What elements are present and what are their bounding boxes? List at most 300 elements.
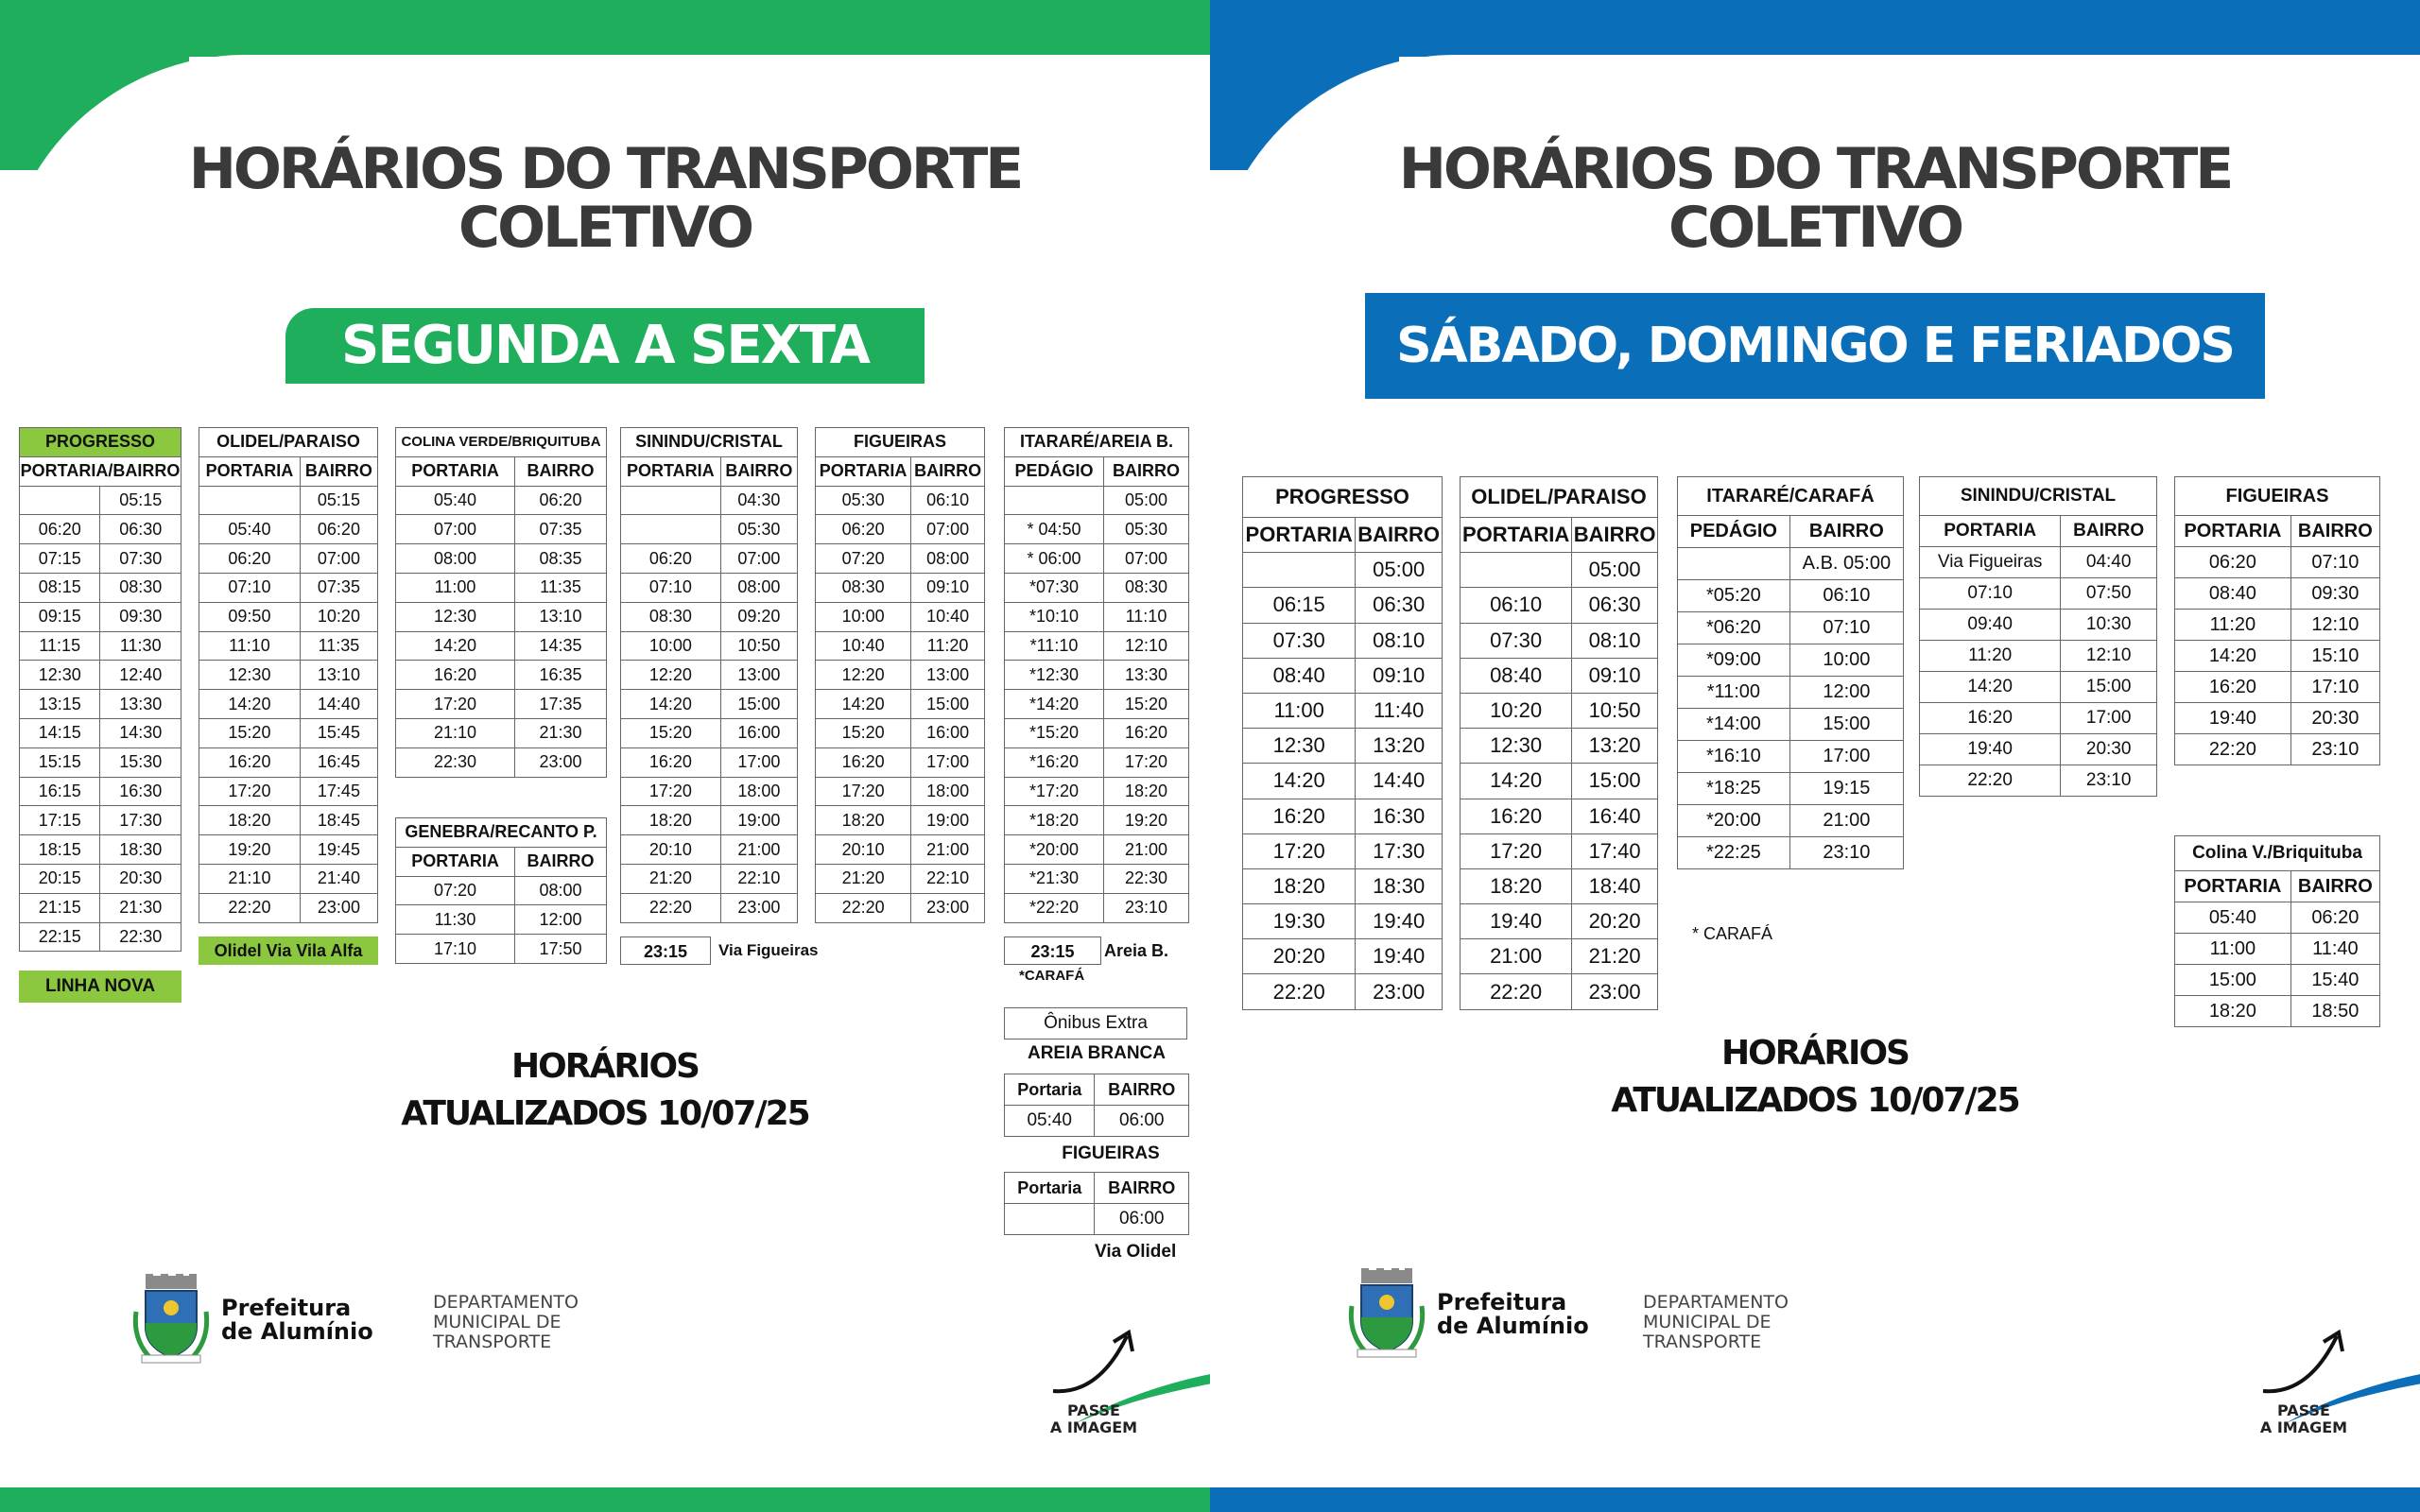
table-row [396, 876, 607, 905]
departure-time-cell: *14:00 [1678, 709, 1790, 741]
table-row [1920, 703, 2157, 734]
swipe-line-1: PASSE [1067, 1401, 1120, 1419]
arrival-time-cell: 07:00 [300, 544, 377, 574]
genebra-title: GENEBRA/RECANTO P. [396, 818, 607, 848]
table-row [2175, 610, 2380, 641]
extra-areia-portaria: 05:40 [1005, 1106, 1095, 1137]
arrival-time-cell: 23:10 [2290, 734, 2379, 765]
itarare-table [1677, 476, 1904, 869]
departure-time-cell: 16:20 [816, 747, 911, 777]
departure-time-cell: 17:15 [20, 806, 100, 835]
departure-time-cell: 18:20 [2175, 996, 2291, 1027]
arrival-time-cell: 13:20 [1356, 729, 1443, 764]
departure-time-cell: 20:10 [816, 835, 911, 865]
figueiras-col-portaria: PORTARIA [2175, 516, 2291, 547]
table-row [2175, 703, 2380, 734]
olidel-col-bairro: BAIRRO [1572, 518, 1658, 553]
departure-time-cell: 22:20 [199, 893, 301, 922]
arrival-time-cell: 14:40 [1356, 764, 1443, 799]
colina-col-portaria: PORTARIA [396, 456, 515, 486]
departure-time-cell: 16:20 [199, 747, 301, 777]
departure-time-cell: 15:20 [816, 718, 911, 747]
arrival-time-cell: 18:40 [1572, 868, 1658, 903]
departure-time-cell: *11:10 [1005, 631, 1104, 661]
arrival-time-cell: 21:20 [1572, 939, 1658, 974]
departure-time-cell: 12:30 [1461, 729, 1572, 764]
arrival-time-cell: 15:40 [2290, 965, 2379, 996]
prefeitura-name [221, 1297, 373, 1344]
table-row [2175, 641, 2380, 672]
table-row [621, 747, 798, 777]
departure-time-cell: *07:30 [1005, 573, 1104, 602]
swipe-line-1: PASSE [2277, 1401, 2330, 1419]
table-row [816, 777, 985, 806]
departure-time-cell: *22:25 [1678, 837, 1790, 869]
table-row [199, 718, 378, 747]
table-row [1920, 547, 2157, 578]
table-row [396, 718, 607, 747]
table-row [621, 718, 798, 747]
table-row [816, 602, 985, 631]
city-crest-logo [1348, 1268, 1426, 1359]
olidel-col-portaria: PORTARIA [1461, 518, 1572, 553]
table-row [396, 544, 607, 574]
arrival-time-cell: 09:10 [1356, 658, 1443, 693]
title-line-1: HORÁRIOS DO TRANSPORTE [188, 136, 1022, 202]
departure-time-cell: 08:00 [396, 544, 515, 574]
arrival-time-cell: 21:00 [1103, 835, 1188, 865]
arrival-time-cell: 19:45 [300, 835, 377, 865]
arrival-time-cell: 18:45 [300, 806, 377, 835]
prefeitura-line-2: de Alumínio [221, 1318, 373, 1345]
swipe-line-2: A IMAGEM [2259, 1418, 2348, 1436]
departure-time-cell: *18:20 [1005, 806, 1104, 835]
departure-time-cell: 11:20 [2175, 610, 2291, 641]
arrival-time-cell: 08:10 [1356, 623, 1443, 658]
departure-time-cell: 07:20 [396, 876, 515, 905]
olidel-via-vila-alfa-label: Olidel Via Vila Alfa [199, 936, 378, 965]
prefeitura-line-1: Prefeitura [221, 1295, 352, 1321]
genebra-table [395, 817, 607, 964]
sinindu-title: SININDU/CRISTAL [621, 428, 798, 457]
departure-time-cell: 13:15 [20, 690, 100, 719]
curved-arrow-icon [1042, 1325, 1146, 1400]
departure-time-cell: 22:20 [1920, 765, 2061, 797]
figueiras-table [2174, 476, 2380, 765]
arrival-time-cell: 06:30 [1356, 588, 1443, 623]
departure-time-cell: 20:10 [621, 835, 721, 865]
departure-time-cell [1243, 553, 1356, 588]
table-row [2175, 734, 2380, 765]
arrival-time-cell: 11:40 [2290, 934, 2379, 965]
departure-time-cell: 08:30 [816, 573, 911, 602]
departure-time-cell: *11:00 [1678, 677, 1790, 709]
arrival-time-cell: 06:20 [515, 486, 607, 515]
arrival-time-cell: 07:10 [2290, 547, 2379, 578]
figueiras-col-portaria: PORTARIA [816, 456, 911, 486]
arrival-time-cell: 17:00 [911, 747, 985, 777]
departure-time-cell: 14:20 [1461, 764, 1572, 799]
figueiras-col-bairro: BAIRRO [911, 456, 985, 486]
extra-figueiras-label: FIGUEIRAS [1062, 1143, 1160, 1163]
arrival-time-cell: 16:40 [1572, 799, 1658, 833]
table-row [199, 777, 378, 806]
extra-fig-portaria [1005, 1204, 1095, 1235]
arrival-time-cell: 10:00 [1789, 644, 1903, 677]
departure-time-cell: 20:15 [20, 864, 100, 893]
table-row [199, 806, 378, 835]
table-row [1678, 741, 1904, 773]
departure-time-cell: 07:10 [1920, 578, 2061, 610]
departure-time-cell: 22:20 [816, 893, 911, 922]
arrival-time-cell: 05:30 [720, 515, 797, 544]
extra-areia-label: AREIA BRANCA [1027, 1043, 1167, 1063]
departure-time-cell: 18:20 [1243, 868, 1356, 903]
progresso-table [1242, 476, 1443, 1010]
table-row [20, 922, 182, 952]
itarare-title: ITARARÉ/CARAFÁ [1678, 477, 1904, 516]
extra-areia-table [1004, 1074, 1189, 1137]
departure-time-cell [621, 486, 721, 515]
arrival-time-cell: 11:20 [911, 631, 985, 661]
colina-col-bairro: BAIRRO [2290, 871, 2379, 902]
itarare-col-bairro: BAIRRO [1103, 456, 1188, 486]
table-row [621, 893, 798, 922]
departure-time-cell: 22:20 [1243, 974, 1356, 1009]
extra-areia-bairro: 06:00 [1095, 1106, 1189, 1137]
arrival-time-cell: 08:10 [1572, 623, 1658, 658]
departure-time-cell: 11:00 [1243, 693, 1356, 728]
table-row [396, 905, 607, 935]
olidel-title: OLIDEL/PARAISO [199, 428, 378, 457]
itarare-col-pedagio: PEDÁGIO [1005, 456, 1104, 486]
arrival-time-cell: 09:10 [911, 573, 985, 602]
table-row [1005, 661, 1189, 690]
arrival-time-cell: 11:40 [1356, 693, 1443, 728]
departure-time-cell: 19:40 [1461, 904, 1572, 939]
arrival-time-cell: 07:35 [515, 515, 607, 544]
table-row [1243, 833, 1443, 868]
departure-time-cell: 11:20 [1920, 641, 2061, 672]
table-row [816, 573, 985, 602]
departure-time-cell: 16:20 [621, 747, 721, 777]
table-row [20, 486, 182, 515]
figueiras-col-bairro: BAIRRO [2290, 516, 2379, 547]
table-row [1005, 806, 1189, 835]
departure-time-cell: 20:20 [1243, 939, 1356, 974]
table-row [396, 747, 607, 777]
table-row [199, 747, 378, 777]
table-row [1005, 631, 1189, 661]
departure-time-cell [199, 486, 301, 515]
departure-time-cell: *09:00 [1678, 644, 1790, 677]
departure-time-cell: 22:15 [20, 922, 100, 952]
arrival-time-cell: 05:15 [300, 486, 377, 515]
arrival-time-cell: 20:30 [2290, 703, 2379, 734]
colina-title: COLINA VERDE/BRIQUITUBA [396, 428, 607, 457]
departure-time-cell: 15:15 [20, 747, 100, 777]
arrival-time-cell: 15:00 [2061, 672, 2157, 703]
arrival-time-cell: 05:00 [1103, 486, 1188, 515]
itarare-extra-time: 23:15 [1004, 936, 1101, 965]
sinindu-extra-note: Via Figueiras [718, 941, 819, 959]
departure-time-cell: 08:30 [621, 602, 721, 631]
arrival-time-cell: 07:00 [720, 544, 797, 574]
departure-time-cell: 06:20 [621, 544, 721, 574]
departure-time-cell: 14:20 [816, 690, 911, 719]
departure-time-cell: *06:20 [1678, 612, 1790, 644]
arrival-time-cell: 13:30 [1103, 661, 1188, 690]
table-row [1461, 974, 1658, 1009]
table-row [20, 515, 182, 544]
table-row [1243, 693, 1443, 728]
arrival-time-cell: 22:30 [1103, 864, 1188, 893]
arrival-time-cell: 10:30 [2061, 610, 2157, 641]
arrival-time-cell: 11:35 [515, 573, 607, 602]
colina-verde-table [395, 427, 607, 778]
departure-time-cell: 11:00 [396, 573, 515, 602]
table-row [20, 806, 182, 835]
itarare-col-bairro: BAIRRO [1789, 516, 1903, 548]
updated-line-1: HORÁRIOS [1721, 1034, 1909, 1073]
genebra-col-portaria: PORTARIA [396, 847, 515, 876]
departure-time-cell: 09:40 [1920, 610, 2061, 641]
departamento-name [1643, 1293, 1789, 1352]
departure-time-cell: 05:40 [199, 515, 301, 544]
sinindu-col-portaria: PORTARIA [621, 456, 721, 486]
title-line-1: HORÁRIOS DO TRANSPORTE [1398, 136, 2232, 202]
arrival-time-cell: 19:40 [1356, 939, 1443, 974]
departure-time-cell: 07:10 [621, 573, 721, 602]
figueiras-title: FIGUEIRAS [816, 428, 985, 457]
departure-time-cell: 18:15 [20, 835, 100, 865]
title-line-2: COLETIVO [1668, 195, 1962, 261]
departure-time-cell: 07:15 [20, 544, 100, 574]
arrival-time-cell: 13:30 [100, 690, 182, 719]
table-row [816, 515, 985, 544]
table-row [1678, 677, 1904, 709]
page-title [1210, 136, 2420, 261]
extra-areia-col-portaria: Portaria [1005, 1074, 1095, 1106]
table-row [1920, 578, 2157, 610]
departure-time-cell: 12:30 [20, 661, 100, 690]
departure-time-cell: 22:20 [2175, 734, 2291, 765]
updated-line-2: ATUALIZADOS 10/07/25 [1611, 1081, 2019, 1120]
arrival-time-cell: 13:00 [720, 661, 797, 690]
linha-nova-label: LINHA NOVA [19, 971, 182, 1003]
arrival-time-cell: 21:30 [100, 893, 182, 922]
table-row [1243, 939, 1443, 974]
colina-table [2174, 835, 2380, 1027]
extra-areia-col-bairro: BAIRRO [1095, 1074, 1189, 1106]
departure-time-cell: Via Figueiras [1920, 547, 2061, 578]
departure-time-cell: 14:15 [20, 718, 100, 747]
extra-figueiras-table [1004, 1172, 1189, 1235]
arrival-time-cell: 14:35 [515, 631, 607, 661]
departure-time-cell: 06:20 [199, 544, 301, 574]
table-row [1005, 602, 1189, 631]
arrival-time-cell: 20:30 [2061, 734, 2157, 765]
arrival-time-cell: 12:00 [515, 905, 607, 935]
table-row [1678, 709, 1904, 741]
swipe-line-2: A IMAGEM [1049, 1418, 1138, 1436]
carafa-footnote: *CARAFÁ [1019, 968, 1085, 984]
arrival-time-cell: 21:00 [911, 835, 985, 865]
departure-time-cell: 14:20 [621, 690, 721, 719]
table-row [621, 573, 798, 602]
table-row [1461, 588, 1658, 623]
departure-time-cell: *21:30 [1005, 864, 1104, 893]
arrival-time-cell: 13:10 [515, 602, 607, 631]
weekend-banner: SÁBADO, DOMINGO E FERIADOS [1365, 293, 2265, 399]
departure-time-cell: *10:10 [1005, 602, 1104, 631]
arrival-time-cell: 11:35 [300, 631, 377, 661]
departure-time-cell: 17:20 [396, 690, 515, 719]
departamento-name [433, 1293, 579, 1352]
departure-time-cell: 17:10 [396, 935, 515, 964]
table-row [621, 515, 798, 544]
arrival-time-cell: 12:00 [1789, 677, 1903, 709]
itarare-col-pedagio: PEDÁGIO [1678, 516, 1790, 548]
extra-fig-note: Via Olidel [1095, 1242, 1177, 1262]
table-row [1461, 729, 1658, 764]
table-row [1243, 623, 1443, 658]
arrival-time-cell: A.B. 05:00 [1789, 548, 1903, 580]
departure-time-cell: * 06:00 [1005, 544, 1104, 574]
table-row [816, 864, 985, 893]
table-row [2175, 902, 2380, 934]
departure-time-cell: 16:15 [20, 777, 100, 806]
arrival-time-cell: 15:00 [720, 690, 797, 719]
arrival-time-cell: 18:50 [2290, 996, 2379, 1027]
table-row [1678, 548, 1904, 580]
table-row [1243, 588, 1443, 623]
arrival-time-cell: 06:30 [100, 515, 182, 544]
table-row [1005, 835, 1189, 865]
table-row [2175, 965, 2380, 996]
arrival-time-cell: 09:20 [720, 602, 797, 631]
table-row [621, 661, 798, 690]
arrival-time-cell: 17:30 [1356, 833, 1443, 868]
departure-time-cell: * 04:50 [1005, 515, 1104, 544]
departure-time-cell: 11:15 [20, 631, 100, 661]
olidel-title: OLIDEL/PARAISO [1461, 477, 1658, 518]
table-row [20, 777, 182, 806]
departure-time-cell: 14:20 [1243, 764, 1356, 799]
departure-time-cell: 11:00 [2175, 934, 2291, 965]
itarare-table [1004, 427, 1189, 923]
table-row [1005, 544, 1189, 574]
crest-icon [132, 1274, 210, 1365]
departure-time-cell: 17:20 [1243, 833, 1356, 868]
table-row [20, 893, 182, 922]
table-row [816, 631, 985, 661]
table-row [1920, 672, 2157, 703]
arrival-time-cell: 07:30 [100, 544, 182, 574]
arrival-time-cell: 16:45 [300, 747, 377, 777]
departure-time-cell: 14:20 [396, 631, 515, 661]
arrival-time-cell: 15:00 [911, 690, 985, 719]
table-row [1243, 904, 1443, 939]
arrival-time-cell: 15:30 [100, 747, 182, 777]
arrival-time-cell: 12:40 [100, 661, 182, 690]
departure-time-cell: 15:20 [621, 718, 721, 747]
table-row [1920, 610, 2157, 641]
departure-time-cell: 19:30 [1243, 904, 1356, 939]
table-row [20, 602, 182, 631]
departure-time-cell: 10:00 [621, 631, 721, 661]
table-row [1243, 553, 1443, 588]
table-row [1678, 837, 1904, 869]
departure-time-cell: 07:30 [1243, 623, 1356, 658]
departure-time-cell: 17:20 [199, 777, 301, 806]
departure-time-cell: 16:20 [1243, 799, 1356, 833]
table-row [20, 661, 182, 690]
arrival-time-cell: 15:20 [1103, 690, 1188, 719]
departure-time-cell: 10:20 [1461, 693, 1572, 728]
departure-time-cell: 14:20 [1920, 672, 2061, 703]
table-row [1005, 690, 1189, 719]
arrival-time-cell: 06:20 [2290, 902, 2379, 934]
arrival-time-cell: 07:35 [300, 573, 377, 602]
departure-time-cell: 16:20 [1920, 703, 2061, 734]
arrival-time-cell: 10:50 [720, 631, 797, 661]
table-row [816, 806, 985, 835]
table-row [1243, 729, 1443, 764]
arrival-time-cell: 08:30 [100, 573, 182, 602]
arrival-time-cell: 23:00 [300, 893, 377, 922]
table-row [1243, 868, 1443, 903]
table-row [816, 893, 985, 922]
table-row [621, 864, 798, 893]
table-row [2175, 578, 2380, 610]
table-row [816, 747, 985, 777]
departure-time-cell: 17:20 [621, 777, 721, 806]
arrival-time-cell: 08:30 [1103, 573, 1188, 602]
arrival-time-cell: 11:30 [100, 631, 182, 661]
bottom-blue-band [1210, 1487, 2420, 1512]
arrival-time-cell: 23:00 [515, 747, 607, 777]
departure-time-cell: 18:20 [199, 806, 301, 835]
table-row [396, 690, 607, 719]
table-row [20, 747, 182, 777]
table-row [20, 864, 182, 893]
dept-line-1: DEPARTAMENTO [1643, 1292, 1789, 1313]
arrival-time-cell: 17:20 [1103, 747, 1188, 777]
arrival-time-cell: 17:30 [100, 806, 182, 835]
dept-line-3: TRANSPORTE [433, 1332, 552, 1352]
table-row [1920, 734, 2157, 765]
table-row [1005, 893, 1189, 922]
arrival-time-cell: 06:20 [300, 515, 377, 544]
dept-line-2: MUNICIPAL DE [433, 1312, 562, 1332]
departure-time-cell: *15:20 [1005, 718, 1104, 747]
table-row [1461, 764, 1658, 799]
extra-fig-col-bairro: BAIRRO [1095, 1173, 1189, 1204]
arrival-time-cell: 13:20 [1572, 729, 1658, 764]
table-row [20, 690, 182, 719]
table-row [396, 486, 607, 515]
departure-time-cell: 06:20 [816, 515, 911, 544]
figueiras-table [815, 427, 985, 923]
table-row [1678, 773, 1904, 805]
table-row [1461, 833, 1658, 868]
progresso-header: PORTARIA/BAIRRO [20, 456, 182, 486]
departure-time-cell: 12:20 [621, 661, 721, 690]
arrival-time-cell: 19:15 [1789, 773, 1903, 805]
arrival-time-cell: 04:40 [2061, 547, 2157, 578]
table-row [621, 486, 798, 515]
